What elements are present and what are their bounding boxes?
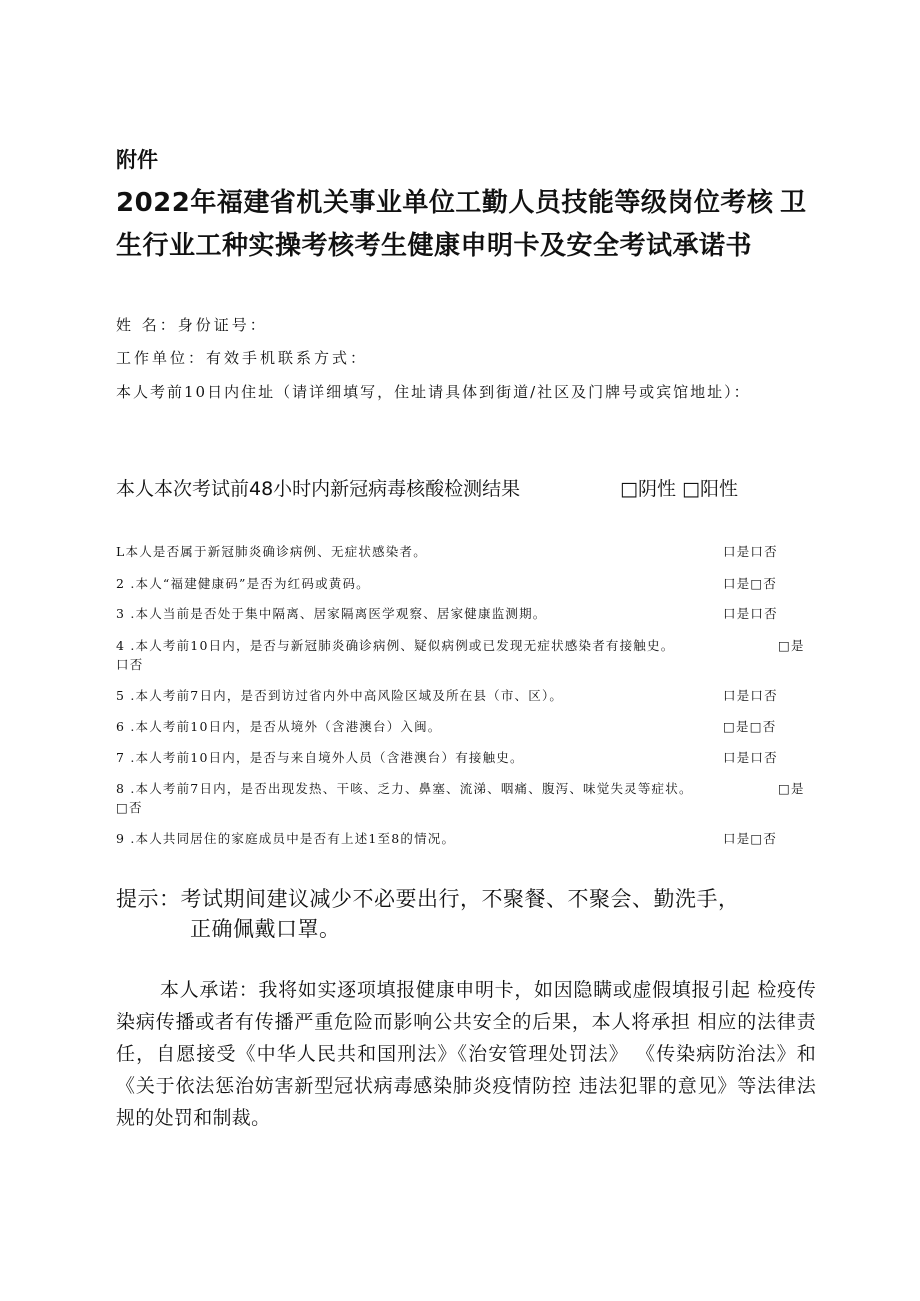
question-4-option-yes: □是 [778, 638, 805, 653]
attachment-label: 附件 [116, 148, 158, 172]
name-id-field: 姓 名：身份证号： [116, 316, 268, 334]
question-8-option-no: □否 [116, 800, 143, 815]
document-title-line1: 2022年福建省机关事业单位工勤人员技能等级岗位考核 [116, 188, 774, 218]
question-5-text: 5 .本人考前7日内，是否到访过省内外中高风险区域及所在县（市、区）。 [116, 688, 564, 703]
question-9-text: 9 .本人共同居住的家庭成员中是否有上述1至8的情况。 [116, 831, 456, 846]
question-6-options: □是□否 [723, 719, 777, 734]
promise-paragraph: 本人承诺：我将如实逐项填报健康申明卡，如因隐瞒或虚假填报引起 检疫传染病传播或者有传播严重危险而影响公共安全的后果，本人将承担 相应的法律责任，自愿接受《中华人民共和国刑法》《治安管理处罚法》 《传染病防治法》和《关于依法惩治妨害新型冠状病毒感染肺炎疫情防控 违法犯罪的意见》等法律法规的处罚和制裁。 [116, 979, 816, 1129]
question-4-text: 4 .本人考前10日内，是否与新冠肺炎确诊病例、疑似病例或已发现无症状感染者有接触史。 [116, 638, 675, 653]
document-title-line1-tail: 卫 [780, 188, 807, 218]
tip-line2: 正确佩戴口罩。 [190, 917, 341, 941]
document-title-line2: 生行业工种实操考核考生健康申明卡及安全考试承诺书 [116, 231, 753, 261]
address-field: 本人考前10日内住址（请详细填写，住址请具体到街道/社区及门牌号或宾馆地址）： [116, 383, 751, 401]
question-3-options: 口是口否 [723, 606, 778, 621]
question-2-options: 口是□否 [723, 576, 778, 591]
question-7-text: 7 .本人考前10日内，是否与来自境外人员（含港澳台）有接触史。 [116, 750, 524, 765]
workplace-phone-field: 工作单位：有效手机联系方式： [116, 349, 369, 367]
question-8-text: 8 .本人考前7日内，是否出现发热、干咳、乏力、鼻塞、流涕、咽痛、腹泻、味觉失灵等症状。 [116, 781, 693, 796]
nucleic-test-label: 本人本次考试前48小时内新冠病毒核酸检测结果 [116, 478, 521, 500]
nucleic-test-options: □阴性 □阳性 [620, 478, 738, 500]
question-5-options: 口是口否 [723, 688, 778, 703]
question-2-text: 2 .本人“福建健康码”是否为红码或黄码。 [116, 576, 370, 591]
question-8-option-yes: □是 [778, 781, 805, 796]
question-9-options: 口是□否 [723, 831, 778, 846]
question-1-options: 口是口否 [723, 544, 778, 559]
question-7-options: 口是口否 [723, 750, 778, 765]
tip-line1: 提示：考试期间建议减少不必要出行，不聚餐、不聚会、勤洗手， [116, 887, 740, 911]
question-1-text: L本人是否属于新冠肺炎确诊病例、无症状感染者。 [116, 544, 427, 559]
question-3-text: 3 .本人当前是否处于集中隔离、居家隔离医学观察、居家健康监测期。 [116, 606, 547, 621]
question-4-option-no: 口否 [116, 657, 144, 672]
question-6-text: 6 .本人考前10日内，是否从境外（含港澳台）入闽。 [116, 719, 442, 734]
